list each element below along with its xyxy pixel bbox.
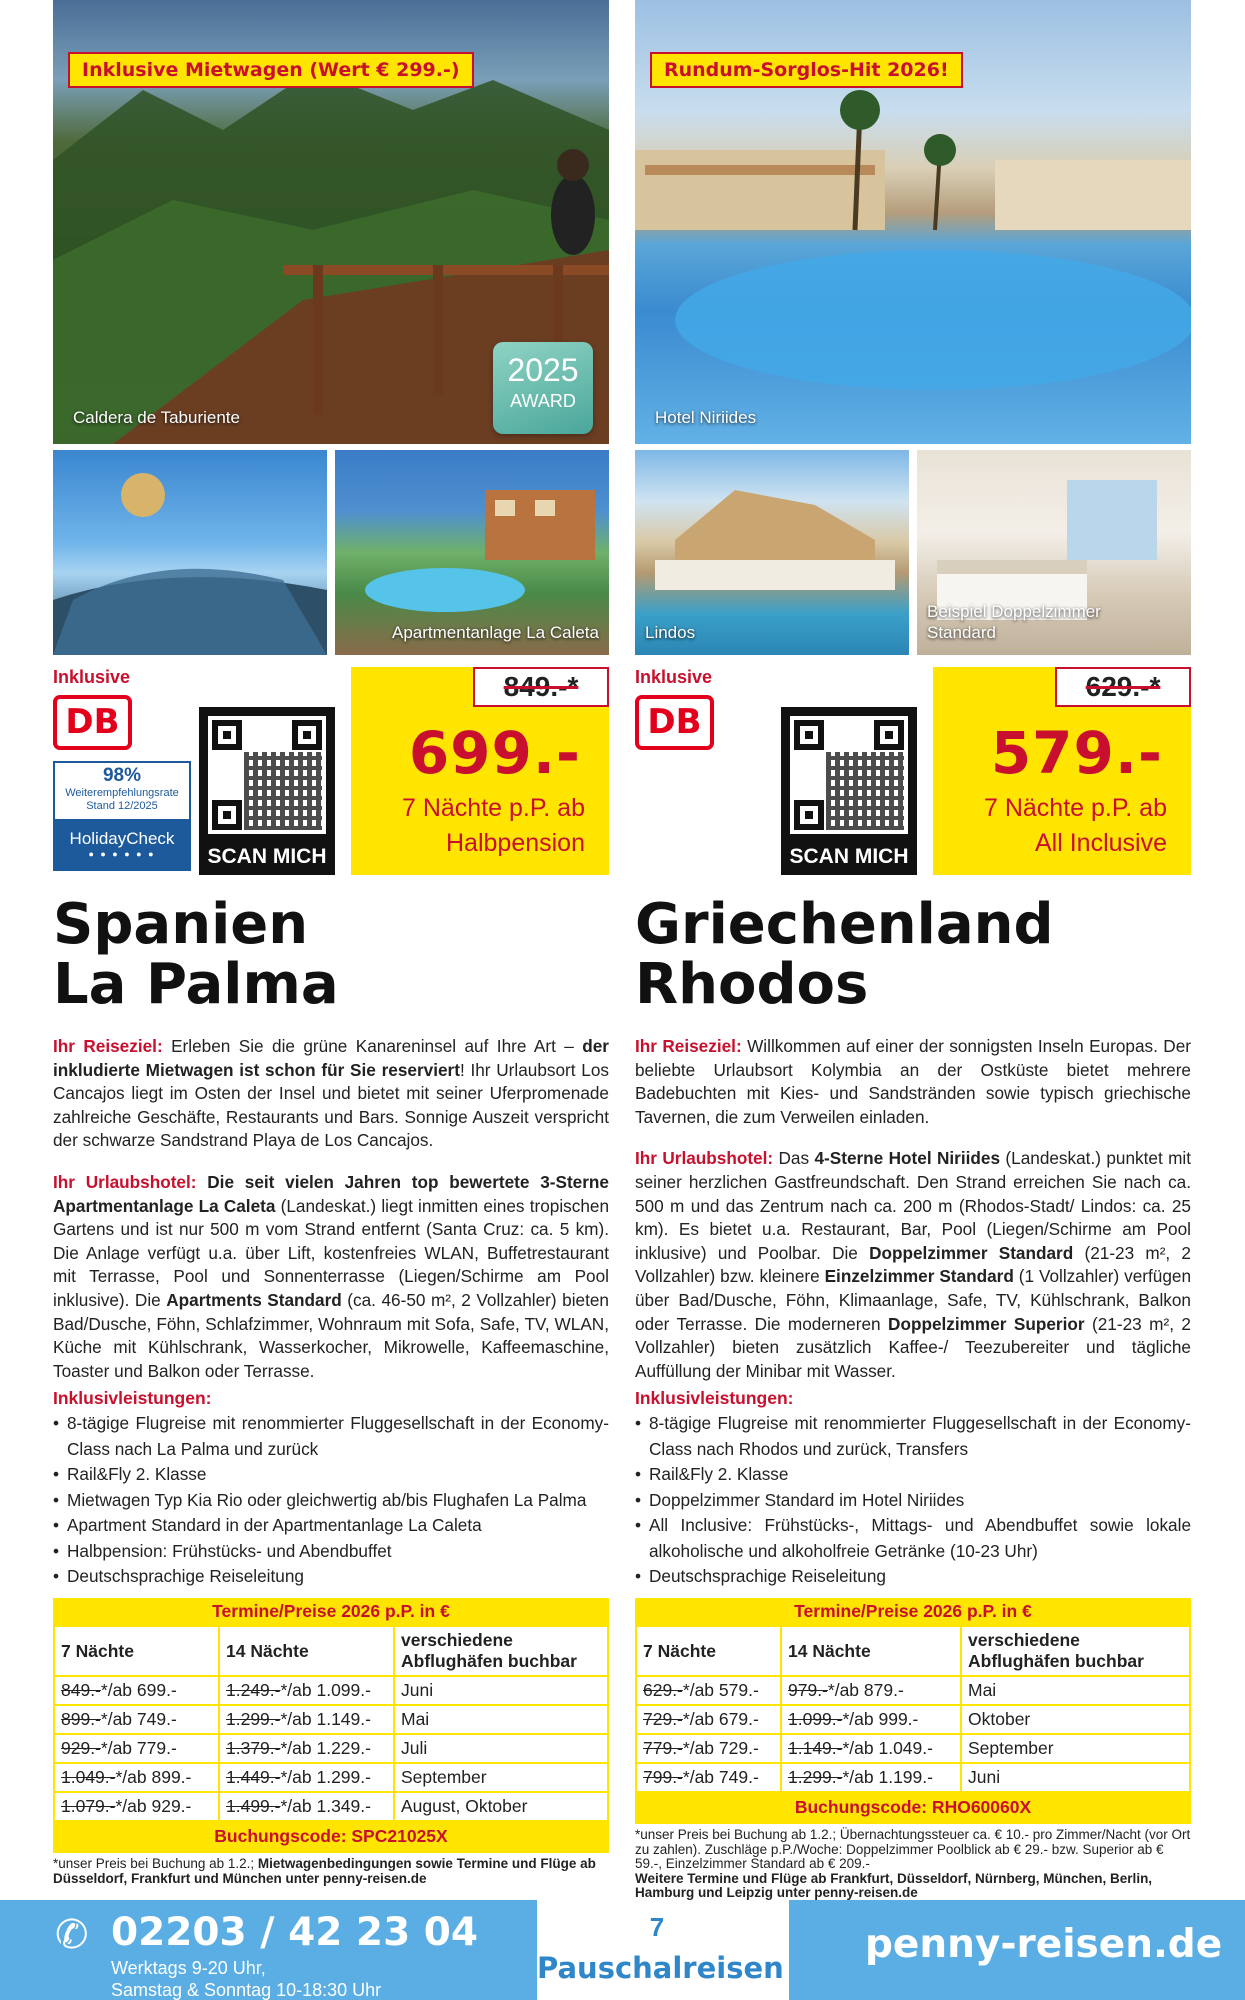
db-logo: DB (635, 695, 714, 750)
old-price-value: 849.-* (503, 671, 579, 702)
page-info (537, 1900, 784, 2000)
reiseziel-label: Ihr Reiseziel: (53, 1036, 163, 1056)
table-cell: 1.299.-*/ab 1.199.- (781, 1763, 961, 1792)
table-cell: 979.-*/ab 879.- (781, 1676, 961, 1705)
table-header: verschiedene Abflughäfen buchbar (394, 1626, 608, 1676)
qr-code[interactable] (199, 707, 335, 875)
list-item: • Deutschsprachige Reiseleitung (635, 1564, 1191, 1590)
reiseziel-label: Ihr Reiseziel: (635, 1036, 742, 1056)
hotel-bold: Die seit vielen Jahren top bewertete 3-Sterne Apartmentanlage La Caleta (53, 1171, 609, 1216)
price-board: All Inclusive (1035, 829, 1167, 857)
sorglos-badge: Rundum-Sorglos-Hit 2026! (650, 52, 963, 88)
thumbnail-row (53, 450, 609, 655)
table-cell: September (394, 1763, 608, 1792)
old-price-value: 629.-* (1085, 671, 1161, 702)
table-header: 14 Nächte (781, 1626, 961, 1676)
footnote-bold: Mietwagenbedingungen sowie Termine und Flüge ab Düsseldorf, Frankfurt und München unter penny-reisen.de (53, 1856, 596, 1886)
price-subtext (351, 791, 585, 861)
destination-title (53, 892, 609, 1017)
hero-caption: Hotel Niriides (655, 408, 757, 427)
hotel-text: (1 Vollzahler) verfügen über Bad/Dusche, Föhn, Klimaanlage, Safe, TV, Kühlschrank, Balkon oder Terrasse. Die moderneren (635, 1266, 1192, 1334)
table-cell: 899.-*/ab 749.- (54, 1705, 219, 1734)
qr-code-image (790, 716, 908, 834)
price-table-title: Termine/Preise 2026 p.P. in € (53, 1598, 609, 1625)
table-cell: Oktober (961, 1705, 1190, 1734)
phone-block[interactable] (0, 1900, 537, 2000)
hotel-label: Ihr Urlaubshotel: (635, 1148, 774, 1169)
table-cell: 1.079.-*/ab 929.- (54, 1792, 219, 1821)
phone-icon: ✆ (55, 1912, 89, 1958)
hero-caption: Caldera de Taburiente (73, 408, 240, 427)
table-cell: 729.-*/ab 679.- (636, 1705, 781, 1734)
inklusivleistungen-list (635, 1411, 1191, 1590)
price-board: Halbpension (446, 829, 585, 857)
holidaycheck-label: Weiterempfehlungsrate (65, 787, 179, 799)
list-item: • Rail&Fly 2. Klasse (53, 1462, 609, 1488)
hero-image-hotel (635, 0, 1191, 444)
table-cell: 1.249.-*/ab 1.099.- (219, 1676, 394, 1705)
price-nights: 7 Nächte p.P. ab (983, 794, 1167, 822)
db-logo: DB (53, 695, 132, 750)
table-header-row (636, 1626, 1190, 1676)
thumb-la-caleta (335, 450, 609, 655)
hotel-paragraph (635, 1147, 1191, 1383)
list-item: • Rail&Fly 2. Klasse (635, 1462, 1191, 1488)
list-item: • Doppelzimmer Standard im Hotel Niriides (635, 1488, 1191, 1514)
hotel-text: (21-23 m², 2 Vollzahler) bieten zusätzlich Kaffee-/ Teezubereiter und tägliche Auffüllung der Minibar mit Wasser. (635, 1313, 1191, 1381)
holidaycheck-brand (55, 819, 189, 869)
footnote (635, 1828, 1191, 1901)
inklusivleistungen-title: Inklusivleistungen: (635, 1388, 794, 1409)
list-item: • Halbpension: Frühstücks- und Abendbuffet (53, 1539, 609, 1565)
hotel-bold: Doppelzimmer Standard (869, 1242, 1074, 1263)
table-row (54, 1792, 608, 1821)
reiseziel-paragraph (53, 1035, 609, 1153)
list-item: • Apartment Standard in der Apartmentanlage La Caleta (53, 1513, 609, 1539)
table-cell: Mai (961, 1676, 1190, 1705)
booking-code: Buchungscode: SPC21025X (54, 1821, 608, 1852)
footnote-bold: Weitere Termine und Flüge ab Frankfurt, Düsseldorf, Nürnberg, München, Berlin, Hamburg und Leipzig unter penny-reisen.de (635, 1870, 1153, 1901)
thumb-mietwagen (53, 450, 327, 655)
page-number: 7 (649, 1912, 665, 1942)
table-cell: 1.499.-*/ab 1.349.- (219, 1792, 394, 1821)
table-row (636, 1676, 1190, 1705)
qr-code[interactable] (781, 707, 917, 875)
thumb-doppelzimmer (917, 450, 1191, 655)
price-table (635, 1598, 1191, 1824)
table-row (54, 1763, 608, 1792)
description (53, 1035, 609, 1590)
table-header: verschiedene Abflughäfen buchbar (961, 1626, 1190, 1676)
hotel-label: Ihr Urlaubshotel: (53, 1171, 197, 1192)
table-cell: 1.049.-*/ab 899.- (54, 1763, 219, 1792)
thumb-caption: Apartmentanlage La Caleta (392, 622, 599, 642)
inklusive-label: Inklusive (635, 667, 713, 687)
inklusivleistungen-title: Inklusivleistungen: (53, 1388, 212, 1409)
hotel-text: Das (773, 1148, 815, 1169)
table-row (636, 1705, 1190, 1734)
thumb-caption-line: Standard (927, 622, 996, 642)
price-section (53, 667, 609, 889)
hours-weekdays: Werktags 9-20 Uhr, (111, 1958, 266, 1978)
award-label: AWARD (510, 391, 576, 411)
hotel-text: (Landeskat.) punktet mit seiner herzlichen Gastfreundschaft. Den Strand erreichen Sie nach ca. 500 m und das Zentrum nach ca. 200 m (Rhodos-Stadt/ Lindos: ca. 25 km). Es bietet u.a. Restaurant, Bar, Pool (Liegen/Schirme am Pool inklusive) und Poolbar. Die (635, 1148, 1192, 1263)
list-item: • All Inclusive: Frühstücks-, Mittags- und Abendbuffet sowie lokale alkoholische und alkoholfreie Getränke (10-23 Uhr) (635, 1513, 1191, 1564)
price-table (53, 1598, 609, 1853)
phone-number[interactable]: 02203 / 42 23 04 (111, 1910, 479, 1955)
table-cell: 1.099.-*/ab 999.- (781, 1705, 961, 1734)
holidaycheck-rating-dots: ● ● ● ● ● ● (88, 849, 156, 859)
footer-bar (0, 1900, 1245, 2000)
table-cell: 1.299.-*/ab 1.149.- (219, 1705, 394, 1734)
table-row (54, 1734, 608, 1763)
table-cell: 1.449.-*/ab 1.299.- (219, 1763, 394, 1792)
price-table-title: Termine/Preise 2026 p.P. in € (635, 1598, 1191, 1625)
holidaycheck-brand-name: HolidayCheck (69, 829, 175, 848)
table-cell: 1.149.-*/ab 1.049.- (781, 1734, 961, 1763)
hotel-text-2: (ca. 46-50 m², 2 Vollzahler) bieten Bad/Dusche, Föhn, Schlafzimmer, Wohnraum mit Sofa, Safe, TV, WLAN, Küche mit Kühlschrank, Wasserkocher, Mikrowelle, Kaffeemaschine, Toaster und Balkon oder Terrasse. (53, 1289, 609, 1381)
reiseziel-bold: der inkludierte Mietwagen ist schon für Sie reserviert (53, 1036, 609, 1080)
reiseziel-text: Erleben Sie die grüne Kanareninsel auf Ihre Art – (162, 1036, 583, 1056)
hotel-text: (Landeskat.) liegt inmitten eines tropischen Gartens und ist nur 500 m vom Strand entfernt (Santa Cruz: ca. 5 km). Die Anlage verfügt u.a. über Lift, kostenfreies WLAN, Buffetrestaurant mit Terrasse, Pool und Sonnenterrasse (Liegen/Schirme am Pool inklusive). Die (53, 1195, 610, 1310)
mietwagen-badge: Inklusive Mietwagen (Wert € 299.-) (68, 52, 474, 88)
thumb-lindos (635, 450, 909, 655)
website-link[interactable]: penny-reisen.de (789, 1900, 1245, 2000)
booking-code-row (636, 1792, 1190, 1823)
hero-image-caldera (53, 0, 609, 444)
table-cell: Juli (394, 1734, 608, 1763)
list-item: • Mietwagen Typ Kia Rio oder gleichwertig ab/bis Flughafen La Palma (53, 1488, 609, 1514)
table-row (636, 1734, 1190, 1763)
reiseziel-paragraph (635, 1035, 1191, 1129)
page-category: Pauschalreisen (537, 1951, 784, 1985)
table-row (54, 1676, 608, 1705)
new-price: 699.- (408, 719, 581, 787)
table-cell: September (961, 1734, 1190, 1763)
qr-code-image (208, 716, 326, 834)
table-header-row (54, 1626, 608, 1676)
table-row (54, 1705, 608, 1734)
hotel-bold: Doppelzimmer Superior (888, 1313, 1085, 1334)
table-header: 7 Nächte (636, 1626, 781, 1676)
list-item: • 8-tägige Flugreise mit renommierter Fluggesellschaft in der Economy-Class nach La Palma und zurück (53, 1411, 609, 1462)
phone-number-row (55, 1910, 537, 1958)
footnote-text: *unser Preis bei Buchung ab 1.2.; (53, 1856, 258, 1872)
footnote-text: *unser Preis bei Buchung ab 1.2.; Übernachtungssteuer ca. € 10.- pro Zimmer/Nacht (vor Ort zu zahlen). Zuschläge p.P./Woche: Doppelzimmer Poolblick ab € 29.- bzw. Superior ab € 59.-, Einzelzimmer Standard ab € 209.- (635, 1827, 1191, 1872)
price-section (635, 667, 1191, 889)
inklusive-label: Inklusive (53, 667, 131, 687)
price-nights: 7 Nächte p.P. ab (401, 794, 585, 822)
holidaycheck-logo (53, 761, 191, 871)
title-region: La Palma (53, 952, 339, 1017)
table-cell: 799.-*/ab 749.- (636, 1763, 781, 1792)
offer-rhodos (635, 0, 1191, 1901)
description (635, 1035, 1191, 1590)
hotel-bold: 4-Sterne Hotel Niriides (814, 1148, 1001, 1169)
award-year: 2025 (507, 352, 579, 388)
booking-code: Buchungscode: RHO60060X (636, 1792, 1190, 1823)
hotel-text: (21-23 m², 2 Vollzahler) bzw. kleinere (635, 1242, 1191, 1287)
footnote (53, 1857, 609, 1886)
hotel-paragraph (53, 1171, 609, 1383)
table-cell: 779.-*/ab 729.- (636, 1734, 781, 1763)
hotel-bold-2: Apartments Standard (166, 1289, 342, 1310)
old-price (1055, 667, 1191, 707)
holidaycheck-stand: Stand 12/2025 (86, 799, 158, 812)
table-cell: Juni (961, 1763, 1190, 1792)
scan-label: SCAN MICH (789, 845, 909, 868)
list-item: • Deutschsprachige Reiseleitung (53, 1564, 609, 1590)
title-country: Griechenland (635, 892, 1054, 957)
reiseziel-text: Willkommen auf einer der sonnigsten Inseln Europas. Der beliebte Urlaubsort Kolymbia an der Ostküste bietet mehrere Badebuchten mit Kies- und Sandstränden sowie typisch griechische Tavernen, die zum Verweilen einladen. (635, 1036, 1191, 1127)
holidaycheck-percent: 98% (102, 765, 142, 786)
thumbnail-row (635, 450, 1191, 655)
hours-weekend: Samstag & Sonntag 10-18:30 Uhr (111, 1980, 382, 2000)
thumb-caption-line: Beispiel Doppelzimmer (927, 602, 1101, 622)
thumb-caption: Lindos (645, 622, 696, 642)
table-cell: 629.-*/ab 579.- (636, 1676, 781, 1705)
reiseziel-text-2: ! Ihr Urlaubsort Los Cancajos liegt im Osten der Insel und bietet mit seiner Uferpromenade zahlreiche Geschäfte, Restaurants und Bars. Sonnige Auszeit verspricht der schwarze Sandstrand Playa de Los Cancajos. (53, 1059, 609, 1151)
thumb-caption (927, 602, 1101, 643)
table-header: 14 Nächte (219, 1626, 394, 1676)
award-badge (493, 342, 593, 434)
car-scenery (53, 450, 327, 655)
new-price: 579.- (990, 719, 1163, 787)
destination-title (635, 892, 1191, 1017)
list-item: • 8-tägige Flugreise mit renommierter Fluggesellschaft in der Economy-Class nach Rhodos und zurück, Transfers (635, 1411, 1191, 1462)
table-cell: Mai (394, 1705, 608, 1734)
table-cell: 1.379.-*/ab 1.229.- (219, 1734, 394, 1763)
table-cell: Juni (394, 1676, 608, 1705)
title-country: Spanien (53, 892, 309, 957)
hotel-bold: Einzelzimmer Standard (824, 1266, 1014, 1287)
price-subtext (933, 791, 1167, 861)
old-price (473, 667, 609, 707)
inklusivleistungen-list (53, 1411, 609, 1590)
title-region: Rhodos (635, 952, 869, 1017)
table-cell: August, Oktober (394, 1792, 608, 1821)
table-cell: 849.-*/ab 699.- (54, 1676, 219, 1705)
phone-hours (111, 1957, 537, 2000)
scan-label: SCAN MICH (207, 845, 327, 868)
booking-code-row (54, 1821, 608, 1852)
table-cell: 929.-*/ab 779.- (54, 1734, 219, 1763)
table-row (636, 1763, 1190, 1792)
table-header: 7 Nächte (54, 1626, 219, 1676)
offer-la-palma (53, 0, 609, 1886)
